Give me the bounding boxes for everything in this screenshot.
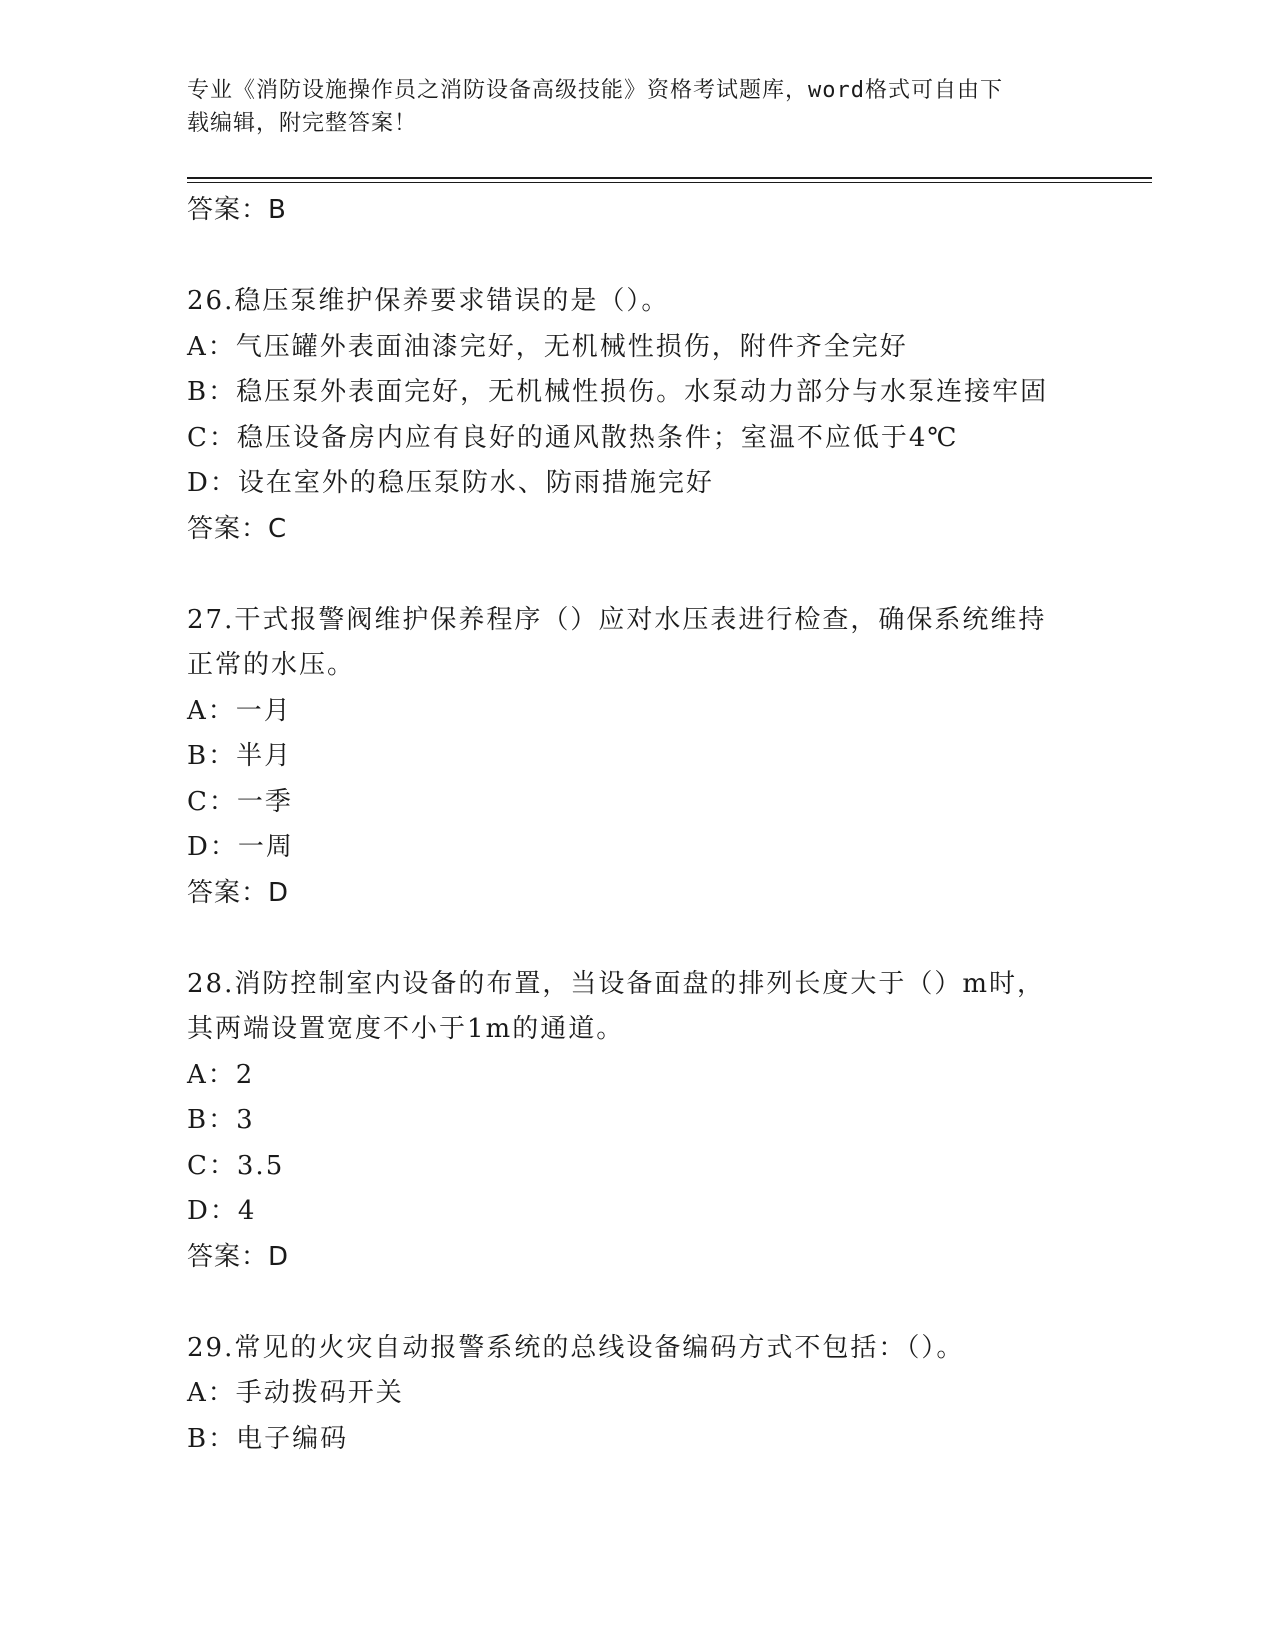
option-b: B：稳压泵外表面完好，无机械性损伤。水泵动力部分与水泵连接牢固 bbox=[187, 377, 1049, 407]
question-stem: 28.消防控制室内设备的布置，当设备面盘的排列长度大于（）m时， bbox=[187, 968, 1046, 999]
option-d: D：4 bbox=[187, 1196, 257, 1226]
question-27 bbox=[187, 598, 1087, 917]
header-divider bbox=[187, 177, 1152, 179]
header-divider-thin bbox=[187, 182, 1152, 183]
answer: 答案：C bbox=[187, 513, 288, 544]
option-a: A：2 bbox=[187, 1059, 255, 1090]
question-26 bbox=[187, 279, 1087, 552]
header-line-2: 载编辑，附完整答案！ bbox=[187, 111, 418, 136]
question-stem-continued: 其两端设置宽度不小于1m的通道。 bbox=[187, 1014, 625, 1044]
option-c: C：稳压设备房内应有良好的通风散热条件；室温不应低于4℃ bbox=[187, 422, 959, 453]
option-b: B：电子编码 bbox=[187, 1423, 349, 1454]
question-stem: 29.常见的火灾自动报警系统的总线设备编码方式不包括：（）。 bbox=[187, 1332, 965, 1363]
header-line-1: 专业《消防设施操作员之消防设备高级技能》资格考试题库，word格式可自由下 bbox=[187, 78, 1003, 103]
answer: 答案：D bbox=[187, 1241, 290, 1272]
answer-previous: 答案：B bbox=[187, 195, 287, 225]
option-b: B：3 bbox=[187, 1105, 255, 1135]
option-a: A：气压罐外表面油漆完好，无机械性损伤，附件齐全完好 bbox=[187, 331, 908, 362]
option-c: C：3.5 bbox=[187, 1150, 285, 1181]
question-stem: 27.干式报警阀维护保养程序（）应对水压表进行检查，确保系统维持 bbox=[187, 604, 1047, 635]
option-d: D：一周 bbox=[187, 832, 294, 862]
option-d: D：设在室外的稳压泵防水、防雨措施完好 bbox=[187, 468, 714, 498]
question-29 bbox=[187, 1326, 1087, 1463]
question-stem-continued: 正常的水压。 bbox=[187, 650, 356, 680]
question-stem: 26.稳压泵维护保养要求错误的是（）。 bbox=[187, 286, 670, 316]
question-list bbox=[187, 188, 1087, 1462]
option-a: A：一月 bbox=[187, 695, 292, 726]
document-header bbox=[187, 74, 1087, 140]
answer: 答案：D bbox=[187, 877, 290, 908]
option-b: B：半月 bbox=[187, 741, 293, 771]
question-28 bbox=[187, 962, 1087, 1281]
option-c: C：一季 bbox=[187, 786, 293, 817]
option-a: A：手动拨码开关 bbox=[187, 1378, 404, 1408]
